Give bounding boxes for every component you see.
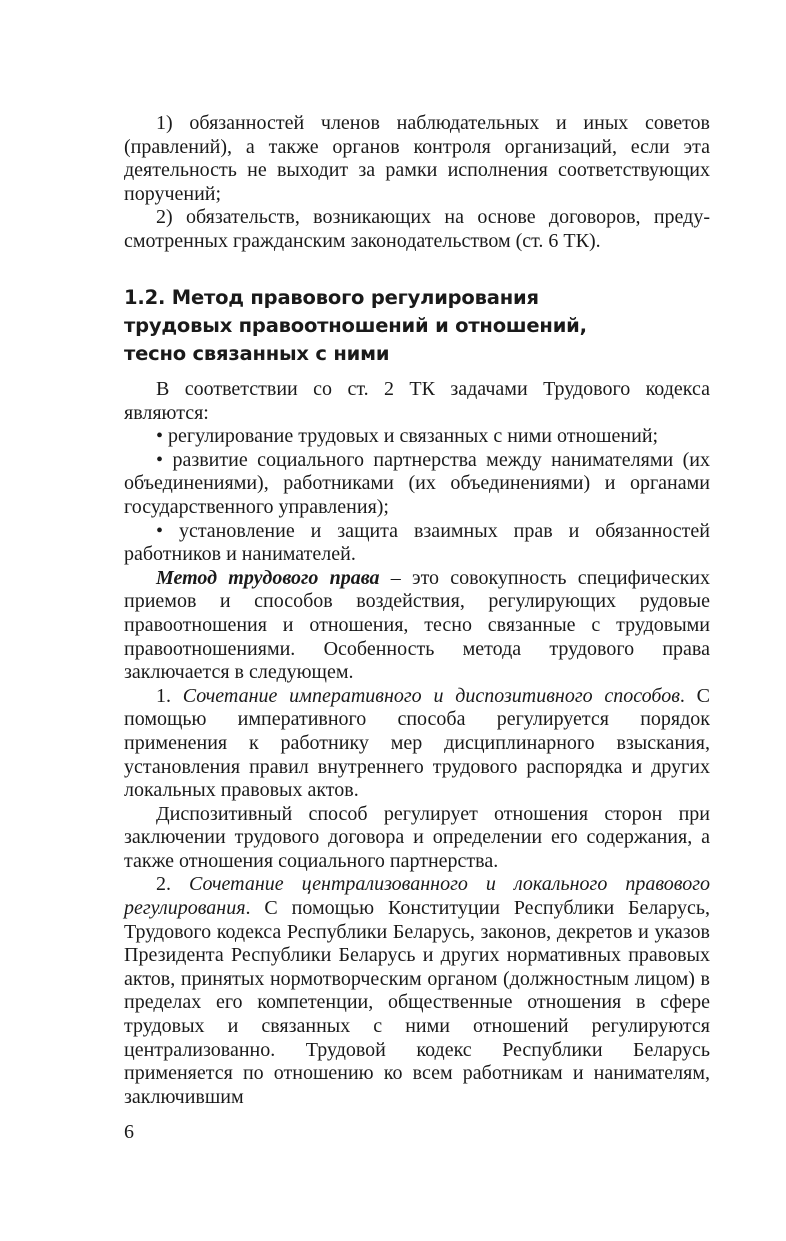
point-2-text: . С помощью Конституции Республики Беларусь, Трудового кодекса Республики Беларусь, законов, декретов и указов Президента Республики Беларусь и других нормативных правовых актов, принятых нормотворческим органом (должностным лицом) в пределах его компетенции, общественные отношения в сфере трудовых и связанных с ними отношений регулируются централизованно. Трудовой кодекс Республики Беларусь применяется по отношению ко всем работникам и нанимателям, заключившим: [124, 897, 710, 1108]
point-1-title: Сочетание императивного и диспозитивного способов: [182, 684, 680, 707]
heading-line-3: тесно связанных с ними: [124, 342, 390, 365]
point-1-paragraph: [124, 685, 710, 803]
point-2-number: 2.: [156, 873, 190, 896]
point-1-number: 1.: [156, 684, 183, 707]
main-text: [124, 378, 710, 1109]
paragraph-obligations-1: 1) обязанностей членов наблюдательных и иных советов (правлений), а также органов контроля организаций, если эта деятельность не выходит за рамки исполнения соответствующих поручений;: [124, 112, 710, 205]
page-number: 6: [124, 1121, 134, 1143]
dispositive-paragraph: Диспозитивный способ регулирует отношения сторон при заключении трудового договора и определении его содержания, а также отношения социального партнерства.: [124, 802, 710, 872]
method-text: – это совокупность специфических приемов и способов воздействия, регулирующих рудовые правоотношения и отношения, тесно связанные с трудовыми правоотношениями. Особенность метода трудового права заключается в следующем.: [124, 566, 711, 684]
point-2-paragraph: [124, 873, 710, 1109]
bullet-item: • развитие социального партнерства между нанимателями (их объединениями), работниками (их объединениями) и органами государственного управления);: [124, 448, 710, 518]
bullet-item: • регулирование трудовых и связанных с ними отношений;: [156, 425, 659, 448]
point-2-title: Сочетание централизованного и локального правового регулирования: [124, 873, 710, 920]
heading-line-1: 1.2. Метод правового регулирования: [124, 286, 539, 309]
method-paragraph: [124, 567, 710, 685]
bullet-item: • установление и защита взаимных прав и обязанностей работников и нанимателей.: [124, 519, 710, 566]
point-1-text: . С помощью императивного способа регулируется порядок применения к работнику мер дисциплинарного взыскания, установления правил внутреннего трудового распорядка и других локальных правовых актов.: [124, 684, 710, 802]
method-term: Метод трудового права: [156, 566, 380, 589]
intro-paragraph: В соответствии со ст. 2 ТК задачами Трудового кодекса являются:: [124, 378, 710, 424]
top-paragraphs: [124, 112, 710, 254]
paragraph-obligations-2: 2) обязательств, возникающих на основе договоров, предусмотренных гражданским законодательством (ст. 6 ТК).: [124, 206, 710, 252]
heading-line-2: трудовых правоотношений и отношений,: [124, 314, 587, 337]
section-heading: [124, 284, 710, 368]
